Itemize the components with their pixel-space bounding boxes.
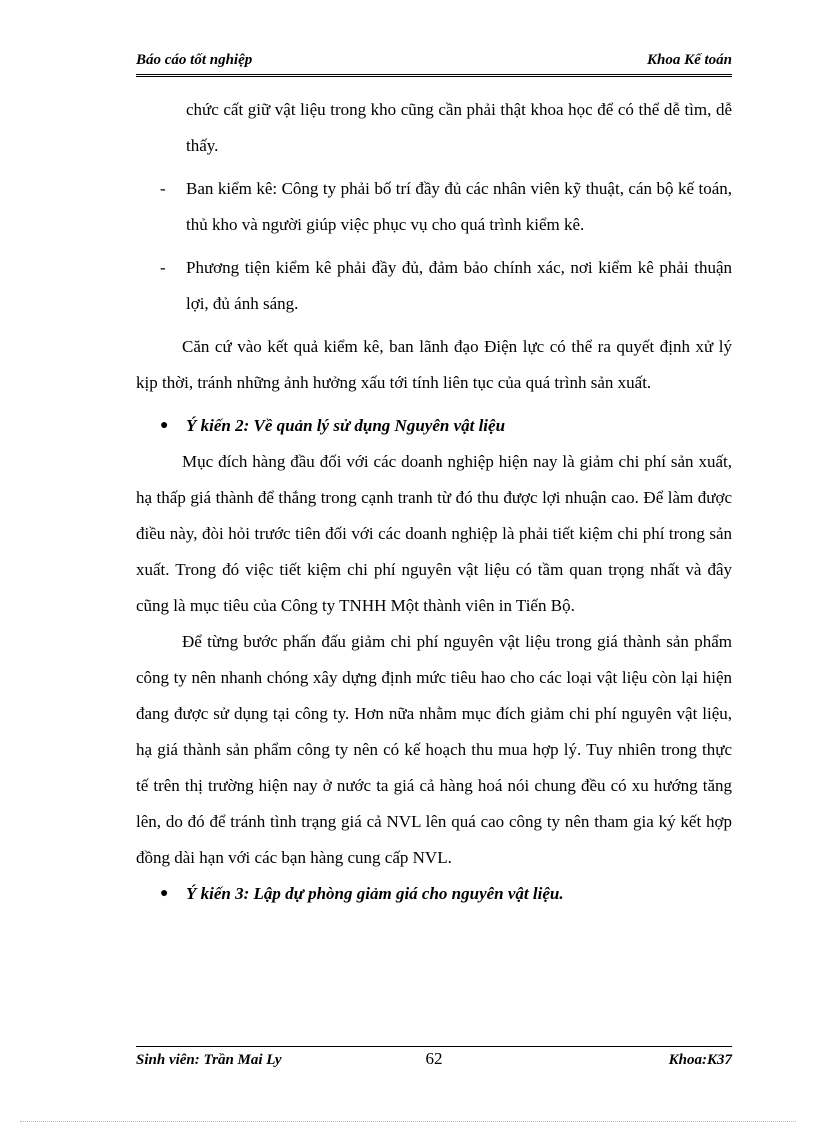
page-footer xyxy=(136,1046,732,1073)
bullet-icon: ● xyxy=(160,886,169,901)
bullet-icon: ● xyxy=(160,418,169,433)
page-number: 62 xyxy=(425,1049,443,1068)
list-item-text: Ban kiểm kê: Công ty phải bố trí đầy đủ các nhân viên kỹ thuật, cán bộ kế toán, thủ kho và người giúp việc phục vụ cho quá trình kiểm kê. xyxy=(186,179,732,234)
header-report-title: Báo cáo tốt nghiệp xyxy=(136,52,253,68)
footer-student: Sinh viên: Trần Mai Ly xyxy=(136,1052,282,1068)
section-heading-text: Ý kiến 2: Về quản lý sử dụng Nguyên vật liệu xyxy=(186,416,506,435)
section-heading-3 xyxy=(136,876,732,912)
page-content xyxy=(136,92,732,912)
paragraph-steps: Để từng bước phấn đấu giảm chi phí nguyên vật liệu trong giá thành sản phẩm công ty nên nhanh chóng xây dựng định mức tiêu hao cho các loại vật liệu còn lại hiện đang được sử dụng tại công ty. Hơn nữa nhằm mục đích giảm chi phí nguyên vật liệu, hạ giá thành sản phẩm công ty nên có kế hoạch thu mua hợp lý. Tuy nhiên trong thực tế trên thị trường hiện nay ở nước ta giá cả hàng hoá nói chung đều có xu hướng tăng lên, do đó để tránh tình trạng giá cả NVL lên quá cao công ty nên tham gia ký kết hợp đồng dài hạn với các bạn hàng cung cấp NVL. xyxy=(136,632,732,867)
paragraph-conclusion: Căn cứ vào kết quả kiểm kê, ban lãnh đạo Điện lực có thể ra quyết định xử lý kịp thời, tránh những ảnh hưởng xấu tới tính liên tục của quá trình sản xuất. xyxy=(136,337,732,392)
section-heading-2 xyxy=(136,408,732,444)
continued-paragraph: chức cất giữ vật liệu trong kho cũng cần phải thật khoa học để có thể dễ tìm, dễ thấy. xyxy=(186,100,732,155)
list-item xyxy=(136,250,732,322)
footer-class: Khoa:K37 xyxy=(668,1052,732,1068)
dash-icon: - xyxy=(160,258,166,277)
list-item xyxy=(136,171,732,243)
page-header xyxy=(136,50,732,77)
page-bottom-divider xyxy=(20,1121,796,1122)
list-item-text: Phương tiện kiểm kê phải đầy đủ, đảm bảo chính xác, nơi kiểm kê phải thuận lợi, đủ ánh sáng. xyxy=(186,258,732,313)
dash-icon: - xyxy=(160,179,166,198)
header-faculty: Khoa Kế toán xyxy=(646,52,732,68)
section-heading-text: Ý kiến 3: Lập dự phòng giảm giá cho nguyên vật liệu. xyxy=(186,884,564,903)
paragraph-purpose: Mục đích hàng đầu đối với các doanh nghiệp hiện nay là giảm chi phí sản xuất, hạ thấp giá thành để thắng trong cạnh tranh từ đó thu được lợi nhuận cao. Để làm được điều này, đòi hỏi trước tiên đối với các doanh nghiệp là phải tiết kiệm chi phí trong sản xuất. Trong đó việc tiết kiệm chi phí nguyên vật liệu có tầm quan trọng nhất và đây cũng là mục tiêu của Công ty TNHH Một thành viên in Tiến Bộ. xyxy=(136,452,732,615)
